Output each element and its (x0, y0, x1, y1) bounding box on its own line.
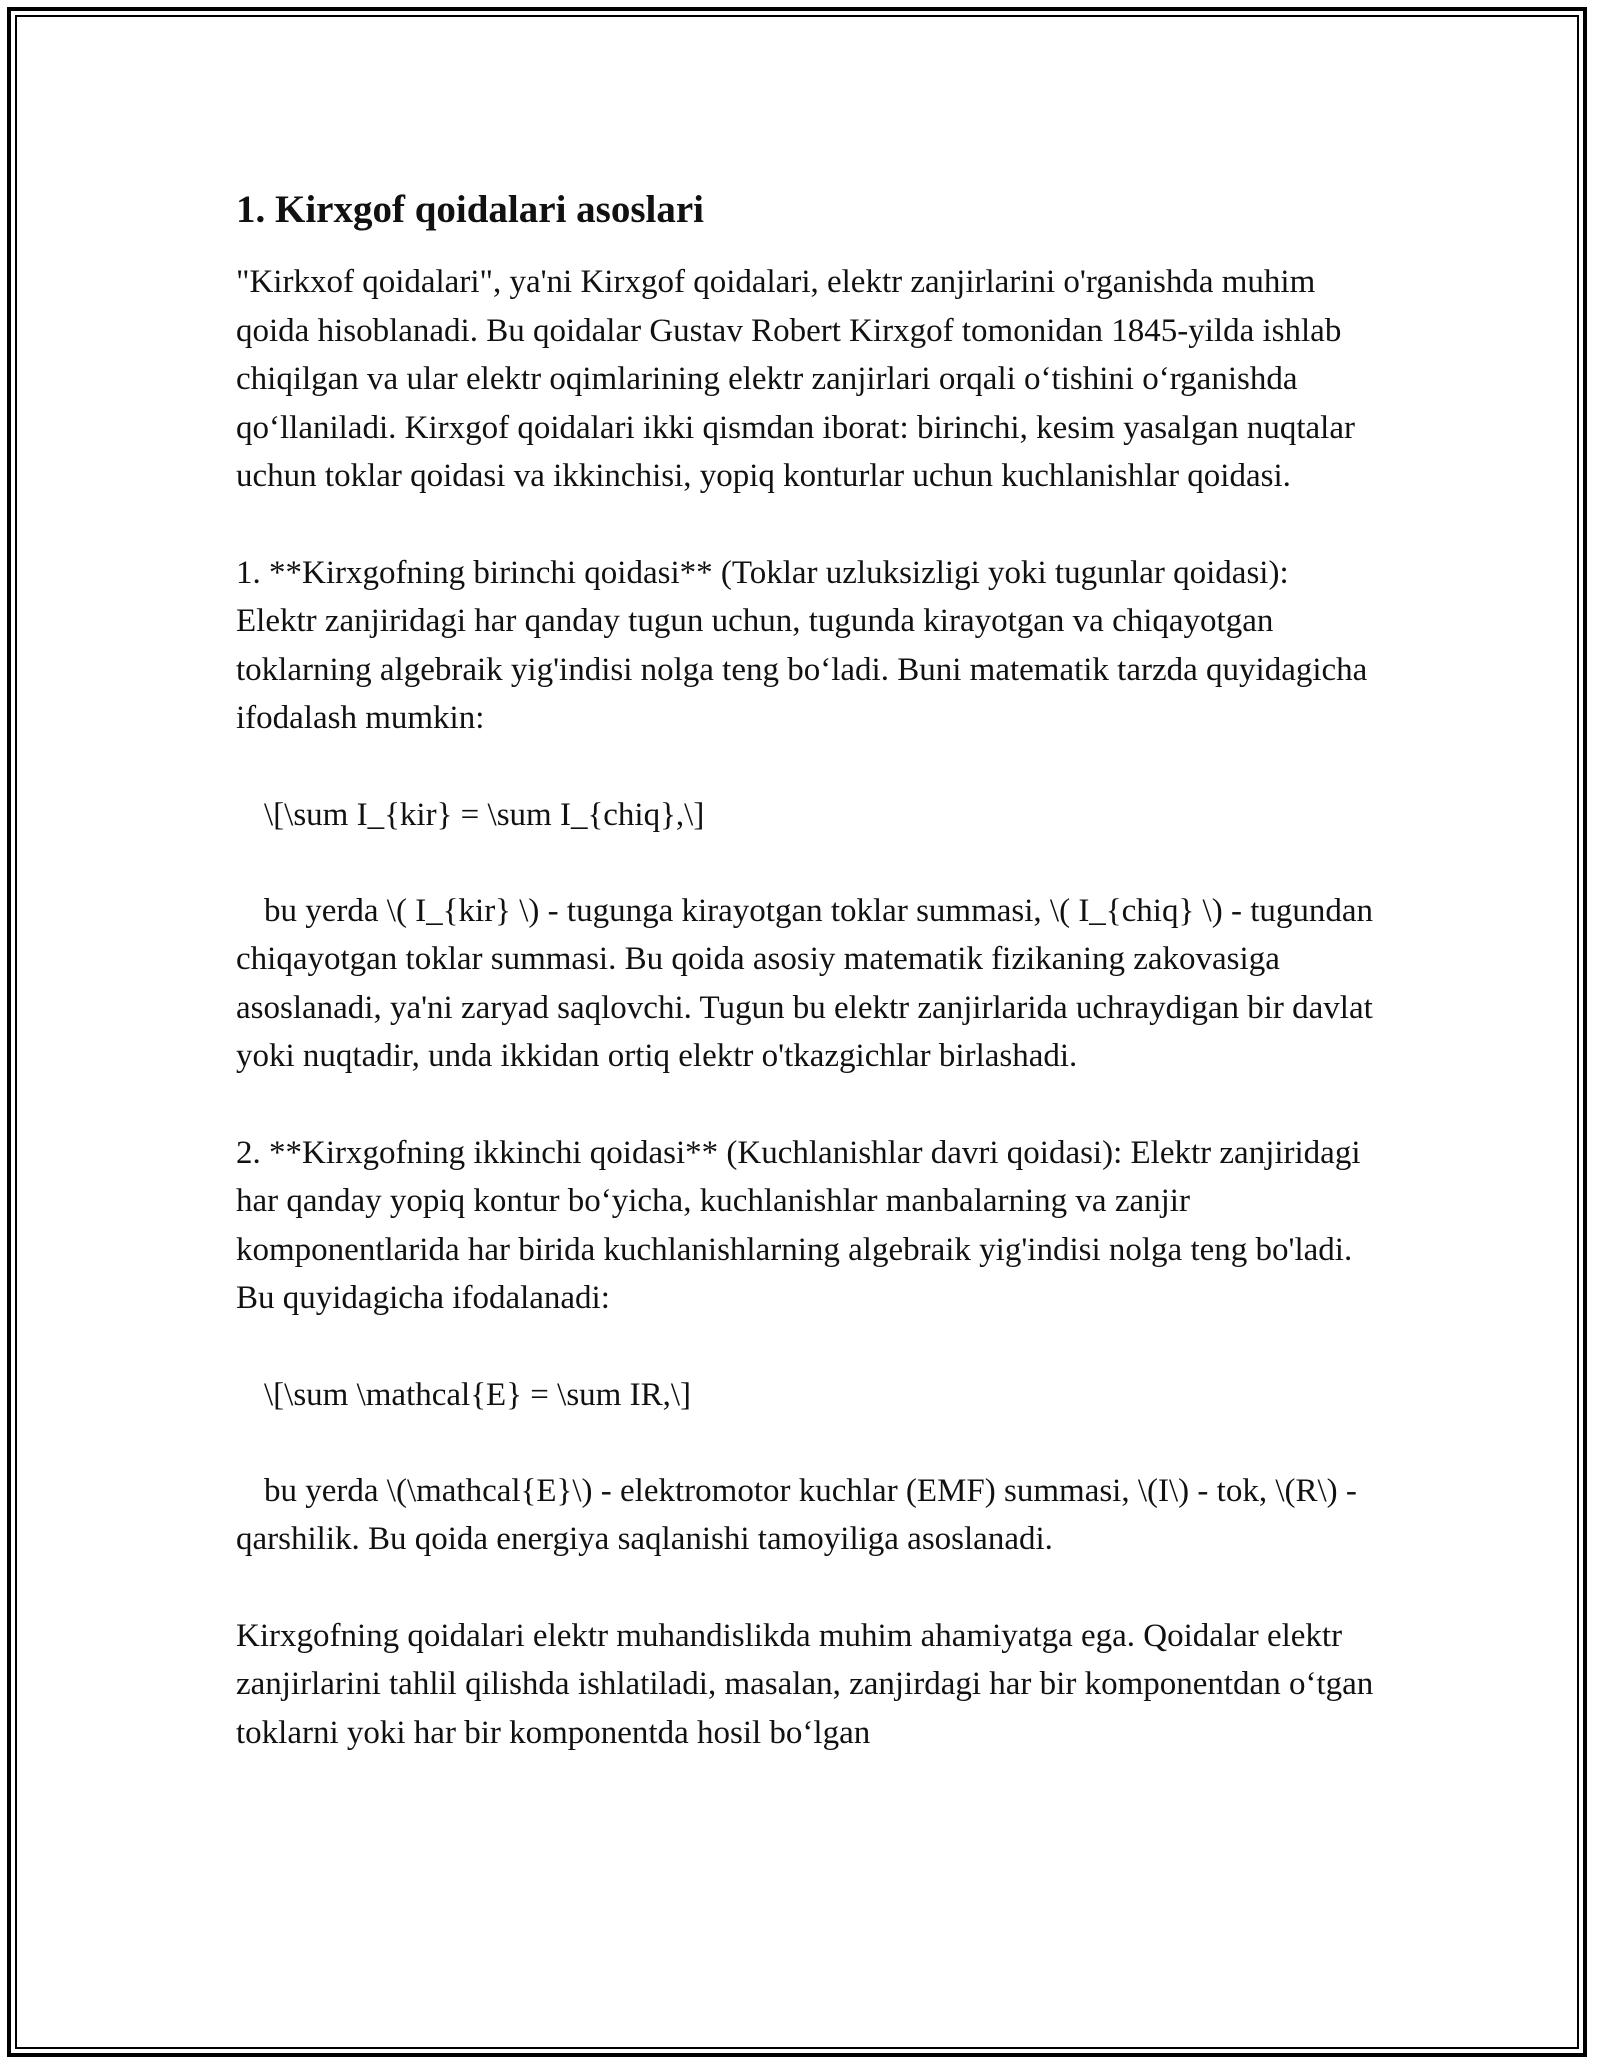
section-heading: 1. Kirxgof qoidalari asoslari (236, 188, 704, 231)
second-rule-explanation: bu yerda \(\mathcal{E}\) - elektromotor kuchlar (EMF) summasi, \(I\) - tok, \(R\) - qarshilik. Bu qoida energiya saqlanishi tamoyiliga asoslanadi. (236, 1472, 1366, 1557)
intro-paragraph: "Kirkxof qoidalari", ya'ni Kirxgof qoidalari, elektr zanjirlarini o'rganishda muhim qoida hisoblanadi. Bu qoidalar Gustav Robert Kirxgof tomonidan 1845-yilda ishlab chiqilgan va ular elektr oqimlarining elektr zanjirlari orqali o‘tishini o‘rganishda qo‘llaniladi. Kirxgof qoidalari ikki qismdan iborat: birinchi, kesim yasalgan nuqtalar uchun toklar qoidasi va ikkinchisi, yopiq konturlar uchun kuchlanishlar qoidasi. (236, 264, 1364, 494)
second-rule-paragraph: 2. **Kirxgofning ikkinchi qoidasi** (Kuchlanishlar davri qoidasi): Elektr zanjiridagi har qanday yopiq kontur bo‘yicha, kuchlanishlar manbalarning va zanjir komponentlarida har birida kuchlanishlarning algebraik yig'indisi nolga teng bo'ladi. Bu quyidagicha ifodalanadi: (236, 1134, 1369, 1316)
second-rule-formula: \[\sum \mathcal{E} = \sum IR,\] (264, 1376, 691, 1413)
first-rule-explanation: bu yerda \( I_{kir} \) - tugunga kirayotgan toklar summasi, \( I_{chiq} \) - tugundan chiqayotgan toklar summasi. Bu qoida asosiy matematik fizikaning zakovasiga asoslanadi, ya'ni zaryad saqlovchi. Tugun bu elektr zanjirlarida uchraydigan bir davlat yoki nuqtadir, unda ikkidan ortiq elektr o'tkazgichlar birlashadi. (236, 892, 1382, 1074)
conclusion-paragraph: Kirxgofning qoidalari elektr muhandislikda muhim ahamiyatga ega. Qoidalar elektr zanjirlarini tahlil qilishda ishlatiladi, masalan, zanjirdagi har bir komponentdan o‘tgan toklarni yoki har bir komponentda hosil bo‘lgan (236, 1617, 1382, 1751)
first-rule-paragraph: 1. **Kirxgofning birinchi qoidasi** (Toklar uzluksizligi yoki tugunlar qoidasi): Elektr zanjiridagi har qanday tugun uchun, tugunda kirayotgan va chiqayotgan toklarning algebraik yig'indisi nolga teng bo‘ladi. Buni matematik tarzda quyidagicha ifodalash mumkin: (236, 554, 1376, 736)
document-body (236, 186, 1382, 1757)
first-rule-formula: \[\sum I_{kir} = \sum I_{chiq},\] (264, 796, 705, 833)
